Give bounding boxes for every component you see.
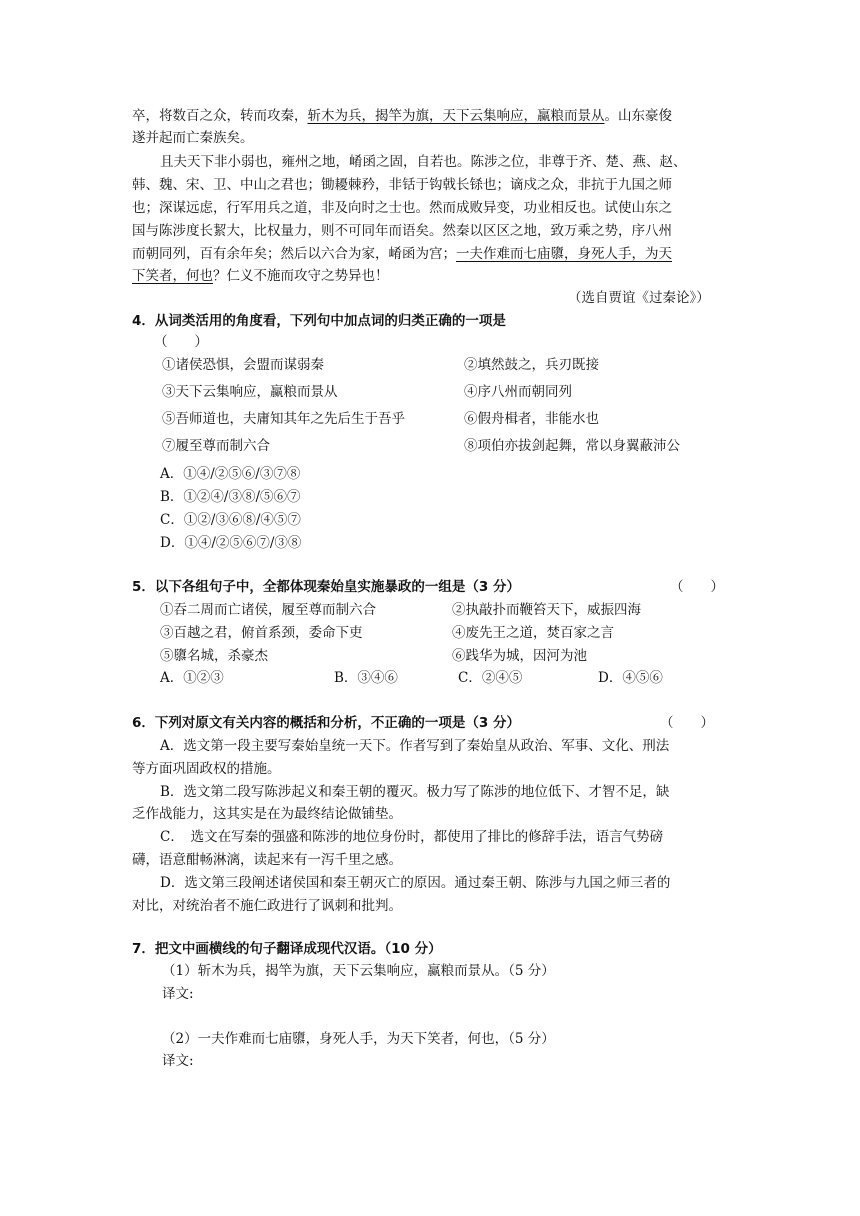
- passage-source: （选自贾谊《过秦论》）: [568, 290, 710, 306]
- passage-text: ？仁义不施而攻守之势异也！: [213, 268, 389, 284]
- q5-answer-bracket[interactable]: （ ）: [670, 579, 724, 595]
- q6-option-b[interactable]: B．选文第二段写陈涉起义和秦王朝的覆灭。极力写了陈涉的地位低下、才智不足，缺: [160, 784, 670, 800]
- q5-item: ③百越之君，俯首系颈，委命下吏: [160, 625, 363, 641]
- passage-line: 国与陈涉度长絜大，比权量力，则不可同年而语矣。然秦以区区之地，致万乘之势，序八州: [132, 223, 672, 239]
- q7-translation-label-2[interactable]: 译文:: [162, 1053, 194, 1069]
- q4-stem: 4．从词类活用的角度看，下列句中加点词的归类正确的一项是: [132, 313, 506, 329]
- q6-option-d-cont: 对比，对统治者不施仁政进行了讽刺和批判。: [132, 898, 402, 914]
- q4-option-d[interactable]: D．①④/②⑤⑥⑦/③⑧: [160, 535, 302, 551]
- passage-line: 韩、魏、宋、卫、中山之君也；锄耰棘矜，非铦于钩戟长铩也；谪戍之众，非抗于九国之师: [132, 177, 672, 193]
- q4-item: ①诸侯恐惧，会盟而谋弱秦: [162, 357, 324, 373]
- q5-item: ⑤隳名城，杀豪杰: [160, 648, 268, 664]
- passage-text: 而朝同列，百有余年矣；然后以六合为家，崤函为宫；: [132, 246, 456, 262]
- passage-line: [132, 243, 672, 265]
- q6-option-c[interactable]: C． 选文在写秦的强盛和陈涉的地位身份时，都使用了排比的修辞手法，语言气势磅: [160, 829, 664, 845]
- underlined-sentence-1: 斩木为兵，揭竿为旗，天下云集响应，赢粮而景从: [307, 108, 605, 124]
- q5-option-a[interactable]: A．①②③: [160, 670, 224, 686]
- q7-translation-label-1[interactable]: 译文:: [162, 986, 194, 1002]
- passage-line: 也；深谋远虑，行军用兵之道，非及向时之士也。然而成败异变，功业相反也。试使山东之: [132, 200, 672, 216]
- q6-option-a[interactable]: A．选文第一段主要写秦始皇统一天下。作者写到了秦始皇从政治、军事、文化、刑法: [160, 738, 670, 754]
- q7-sentence-1: （1）斩木为兵，揭竿为旗，天下云集响应，赢粮而景从。（5 分）: [162, 963, 555, 979]
- q4-option-a[interactable]: A．①④/②⑤⑥/③⑦⑧: [160, 466, 301, 482]
- q4-item: ⑦履至尊而制六合: [162, 438, 270, 454]
- passage-line: 且夫天下非小弱也，雍州之地，崤函之固，自若也。陈涉之位，非尊于齐、楚、燕、赵、: [160, 154, 687, 170]
- passage-line: [132, 265, 389, 287]
- q4-item: ⑧项伯亦拔剑起舞，常以身翼蔽沛公: [464, 438, 680, 454]
- q5-option-d[interactable]: D．④⑤⑥: [598, 670, 663, 686]
- q6-option-b-cont: 乏作战能力，这其实是在为最终结论做铺垫。: [132, 806, 402, 822]
- q4-option-c[interactable]: C．①②/③⑥⑧/④⑤⑦: [160, 512, 301, 528]
- q5-stem: 5．以下各组句子中，全都体现秦始皇实施暴政的一组是（3 分）: [132, 579, 520, 595]
- passage-text: 卒，将数百之众，转而攻秦，: [132, 108, 308, 124]
- underlined-sentence-2-cont: 下笑者，何也: [132, 268, 213, 284]
- underlined-sentence-2: 一夫作难而七庙隳，身死人手，为天: [456, 246, 672, 262]
- q7-sentence-2: （2）一夫作难而七庙隳，身死人手，为天下笑者，何也，（5 分）: [162, 1031, 555, 1047]
- q4-item: ⑤吾师道也，夫庸知其年之先后生于吾乎: [162, 411, 405, 427]
- q4-option-b[interactable]: B．①②④/③⑧/⑤⑥⑦: [160, 489, 301, 505]
- q6-stem: 6．下列对原文有关内容的概括和分析，不正确的一项是（3 分）: [132, 715, 520, 731]
- passage-line: [132, 105, 672, 127]
- q6-option-d[interactable]: D．选文第三段阐述诸侯国和秦王朝灭亡的原因。通过秦王朝、陈涉与九国之师三者的: [160, 875, 671, 891]
- q5-option-b[interactable]: B．③④⑥: [334, 670, 398, 686]
- q4-item: ⑥假舟楫者，非能水也: [464, 411, 599, 427]
- q5-item: ⑥践华为城，因河为池: [452, 648, 587, 664]
- q4-item: ③天下云集响应，赢粮而景从: [162, 384, 338, 400]
- q5-item: ①吞二周而亡诸侯，履至尊而制六合: [160, 602, 376, 618]
- q4-item: ②填然鼓之，兵刃既接: [464, 357, 599, 373]
- q5-item: ④废先王之道，焚百家之言: [452, 625, 614, 641]
- q6-answer-bracket[interactable]: （ ）: [660, 715, 714, 731]
- passage-text: 。山东豪俊: [604, 108, 672, 124]
- q4-answer-bracket[interactable]: （ ）: [154, 334, 208, 350]
- q6-option-c-cont: 礴，语意酣畅淋漓，读起来有一泻千里之感。: [132, 852, 402, 868]
- q7-stem: 7．把文中画横线的句子翻译成现代汉语。（10 分）: [132, 941, 442, 957]
- q5-item: ②执敲扑而鞭笞天下，威振四海: [452, 602, 641, 618]
- passage-line: 遂并起而亡秦族矣。: [132, 130, 254, 146]
- q6-option-a-cont: 等方面巩固政权的措施。: [132, 761, 281, 777]
- q4-item: ④序八州而朝同列: [464, 384, 572, 400]
- q5-option-c[interactable]: C．②④⑤: [458, 670, 523, 686]
